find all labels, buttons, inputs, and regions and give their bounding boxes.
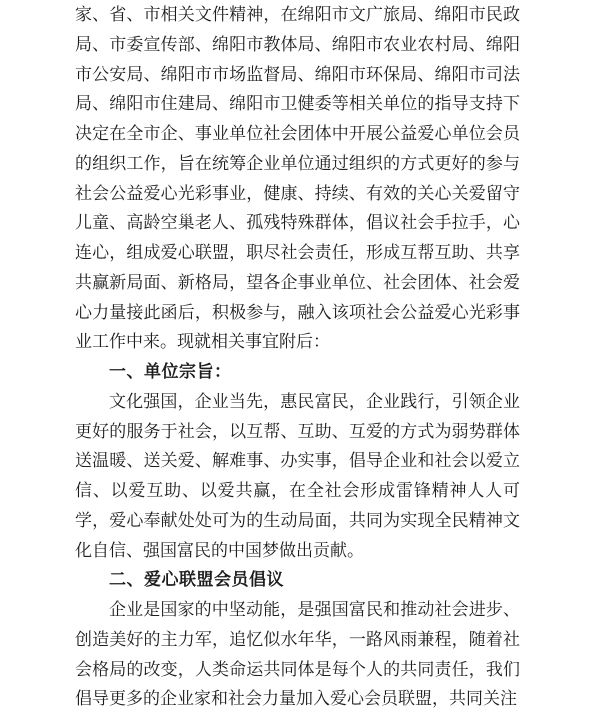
section-2-paragraph: 企业是国家的中坚动能，是强国富民和推动社会进步、创造美好的主力军，追忆似水年华，一路风雨兼程，随着社会格局的改变，人类命运共同体是每个人的共同责任，我们倡导更多的企业家和社会力量加入爱心会员联盟，共同关注	[75, 600, 520, 709]
section-2-heading: 二、爱心联盟会员倡议	[109, 570, 284, 590]
section-1-paragraph: 文化强国，企业当先，惠民富民，企业践行，引领企业更好的服务于社会，以互帮、互助、互爱的方式为弱势群体送温暖、送关爱、解难事、办实事，倡导企业和社会以爱立信、以爱互助、以爱共赢，在全社会形成雷锋精神人人可学，爱心奉献处处可为的生动局面，共同为实现全民精神文化自信、强国富民的中国梦做出贡献。	[75, 391, 520, 560]
section-1-heading: 一、单位宗旨：	[109, 362, 232, 381]
document-text-block	[75, 0, 520, 714]
intro-continuation-paragraph: 家、省、市相关文件精神，在绵阳市文广旅局、绵阳市民政局、市委宣传部、绵阳市教体局、绵阳市农业农村局、绵阳市公安局、绵阳市市场监督局、绵阳市环保局、绵阳市司法局、绵阳市住建局、绵阳市卫健委等相关单位的指导支持下决定在全市企、事业单位社会团体中开展公益爱心单位会员的组织工作，旨在统筹企业单位通过组织的方式更好的参与社会公益爱心光彩事业，健康、持续、有效的关心关爱留守儿童、高龄空巢老人、孤残特殊群体，倡议社会手拉手，心连心，组成爱心联盟，职尽社会责任，形成互帮互助、共享共赢新局面、新格局，望各企事业单位、社会团体、社会爱心力量接此函后，积极参与，融入该项社会公益爱心光彩事业工作中来。现就相关事宜附后：	[75, 5, 520, 352]
